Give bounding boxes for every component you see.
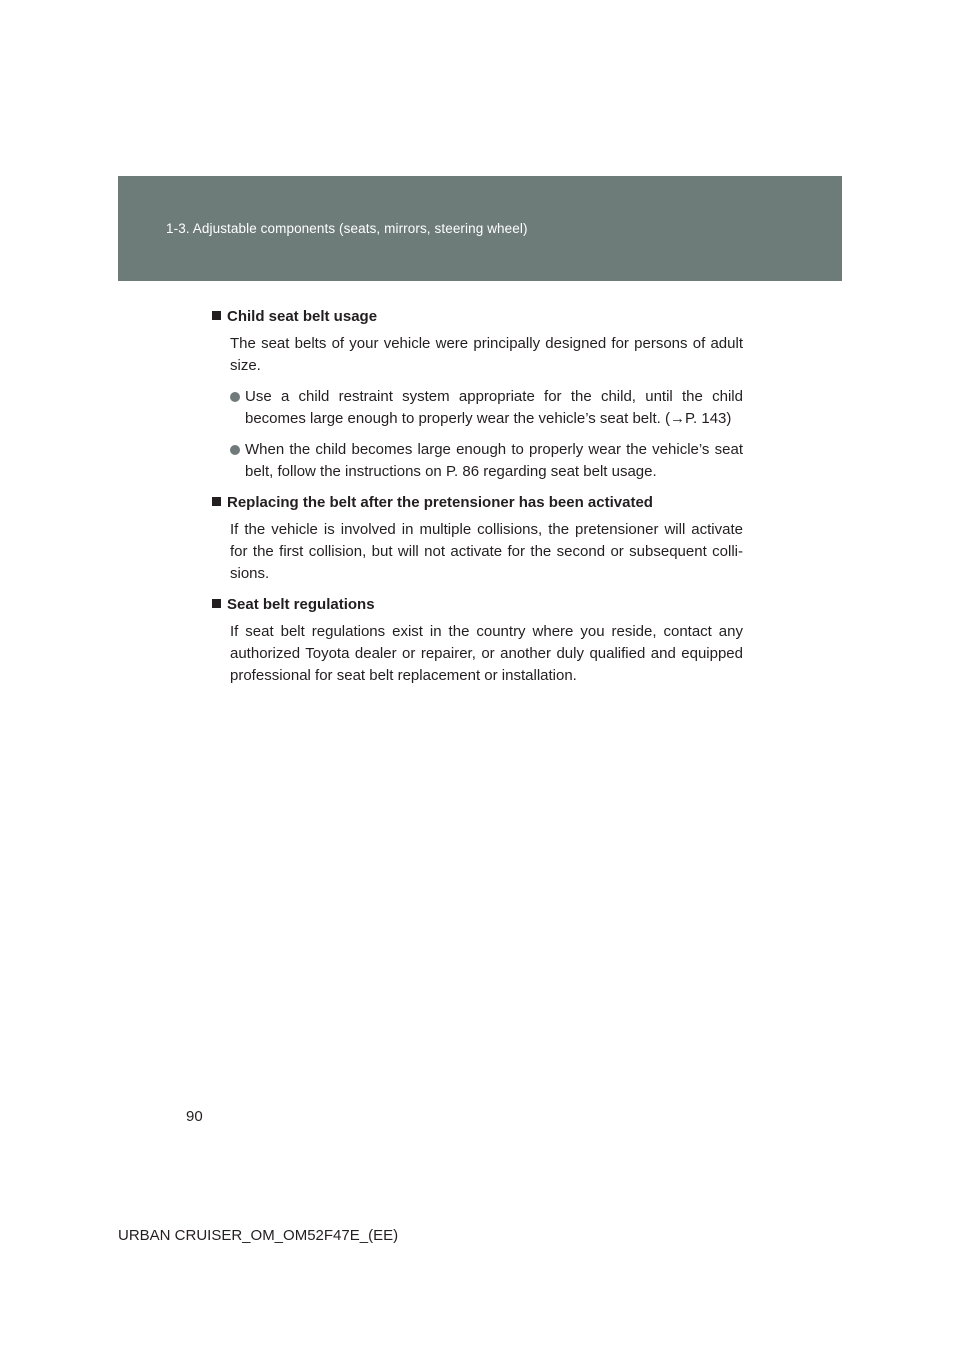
section-paragraph: If seat belt regulations exist in the country where you reside, contact any authorized Toyota dealer or repairer, or another duly qualified and equipped professional for seat belt replacement or installation. bbox=[230, 623, 743, 684]
dot-icon bbox=[230, 392, 240, 402]
list-item bbox=[230, 386, 743, 430]
page-number: 90 bbox=[186, 1108, 203, 1125]
square-icon bbox=[212, 497, 221, 506]
section-replacing-belt bbox=[212, 492, 743, 585]
section-heading bbox=[212, 594, 743, 616]
section-child-seat-belt-usage bbox=[212, 306, 743, 483]
list-item-text: Use a child restraint system appropriate for the child, until the child becomes large enough to properly wear the vehicle’s seat belt. (→P. 143) bbox=[245, 388, 743, 427]
section-paragraph: The seat belts of your vehicle were principally designed for persons of adult size. bbox=[230, 335, 743, 374]
breadcrumb: 1-3. Adjustable components (seats, mirrors, steering wheel) bbox=[166, 221, 528, 236]
section-heading-text: Seat belt regulations bbox=[227, 596, 375, 613]
square-icon bbox=[212, 311, 221, 320]
section-heading-text: Child seat belt usage bbox=[227, 308, 378, 325]
section-heading bbox=[212, 492, 743, 514]
square-icon bbox=[212, 599, 221, 608]
dot-icon bbox=[230, 445, 240, 455]
section-paragraph: If the vehicle is involved in multiple collisions, the pretensioner will activate for the first collision, but will not activate for the second or subsequent colli- sions. bbox=[230, 521, 743, 582]
section-heading bbox=[212, 306, 743, 328]
list-item bbox=[230, 439, 743, 483]
section-heading-text: Replacing the belt after the pretensioner has been activated bbox=[227, 494, 653, 511]
list-item-text: When the child becomes large enough to properly wear the vehicle’s seat belt, follow the instructions on P. 86 regarding seat belt usage. bbox=[245, 441, 743, 480]
footer-document-code: URBAN CRUISER_OM_OM52F47E_(EE) bbox=[118, 1227, 399, 1244]
section-seat-belt-regulations bbox=[212, 594, 743, 687]
chapter-header bbox=[118, 176, 842, 281]
page-content bbox=[212, 306, 743, 696]
